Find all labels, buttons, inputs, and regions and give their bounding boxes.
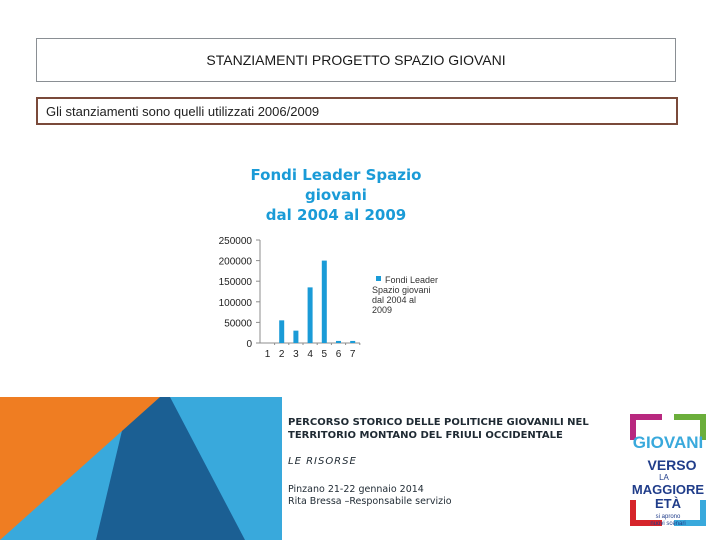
y-tick-label: 200000: [218, 256, 252, 268]
x-tick-label: 5: [321, 349, 328, 360]
bar: [293, 331, 298, 343]
chart-title-line: giovani: [305, 186, 367, 204]
bar: [308, 287, 313, 343]
x-tick-label: 2: [278, 349, 285, 360]
giovani-logo: [624, 406, 712, 534]
bar: [279, 320, 284, 343]
bar-chart: [200, 160, 480, 360]
bar: [350, 341, 355, 343]
x-tick-label: 6: [335, 349, 342, 360]
subtitle-text: Gli stanziamenti sono quelli utilizzati 2006/2009: [46, 103, 320, 119]
y-tick-label: 150000: [218, 277, 252, 289]
slide-title: STANZIAMENTI PROGETTO SPAZIO GIOVANI: [206, 52, 506, 68]
y-tick-label: 0: [246, 339, 252, 350]
footer-section: LE RISORSE: [288, 456, 357, 467]
y-tick-label: 100000: [218, 297, 252, 309]
footer-event-info: [288, 484, 452, 508]
footer-line2: TERRITORIO MONTANO DEL FRIULI OCCIDENTALE: [288, 430, 563, 441]
legend-label-line: 2009: [372, 305, 393, 315]
logo-word-verso: VERSO: [647, 457, 697, 473]
logo-word-si-aprono: si aprono: [655, 514, 681, 520]
chart-title-line: Fondi Leader Spazio: [250, 166, 422, 184]
footer-speaker: Rita Bressa –Responsabile servizio: [288, 496, 452, 507]
logo-word-maggiore: MAGGIORE: [631, 482, 705, 497]
x-tick-label: 7: [349, 349, 356, 360]
x-tick-label: 4: [307, 349, 313, 360]
legend-label-line: dal 2004 al: [372, 295, 417, 305]
footer-course-title: [288, 416, 589, 442]
bar: [336, 341, 341, 343]
chart-title-line: dal 2004 al 2009: [265, 206, 407, 224]
footer-event: Pinzano 21-22 gennaio 2014: [288, 484, 424, 495]
logo-word-eta: ETÀ: [655, 496, 681, 511]
slide-title-box: [36, 38, 676, 82]
y-tick-label: 250000: [218, 236, 252, 247]
logo-word-giovani: GIOVANI: [632, 433, 704, 452]
legend-label-line: Fondi Leader: [385, 275, 439, 285]
bar: [322, 261, 327, 343]
logo-word-nuovi-scenari: nuovi scenari: [650, 521, 686, 527]
y-tick-label: 50000: [224, 318, 252, 330]
logo-word-la: LA: [659, 473, 669, 482]
legend-swatch: [376, 276, 381, 281]
footer-line1: PERCORSO STORICO DELLE POLITICHE GIOVANILI NEL: [288, 417, 589, 428]
x-tick-label: 3: [293, 349, 299, 360]
subtitle-box: [36, 97, 678, 125]
legend-label-line: Spazio giovani: [372, 285, 431, 295]
x-tick-label: 1: [264, 349, 271, 360]
